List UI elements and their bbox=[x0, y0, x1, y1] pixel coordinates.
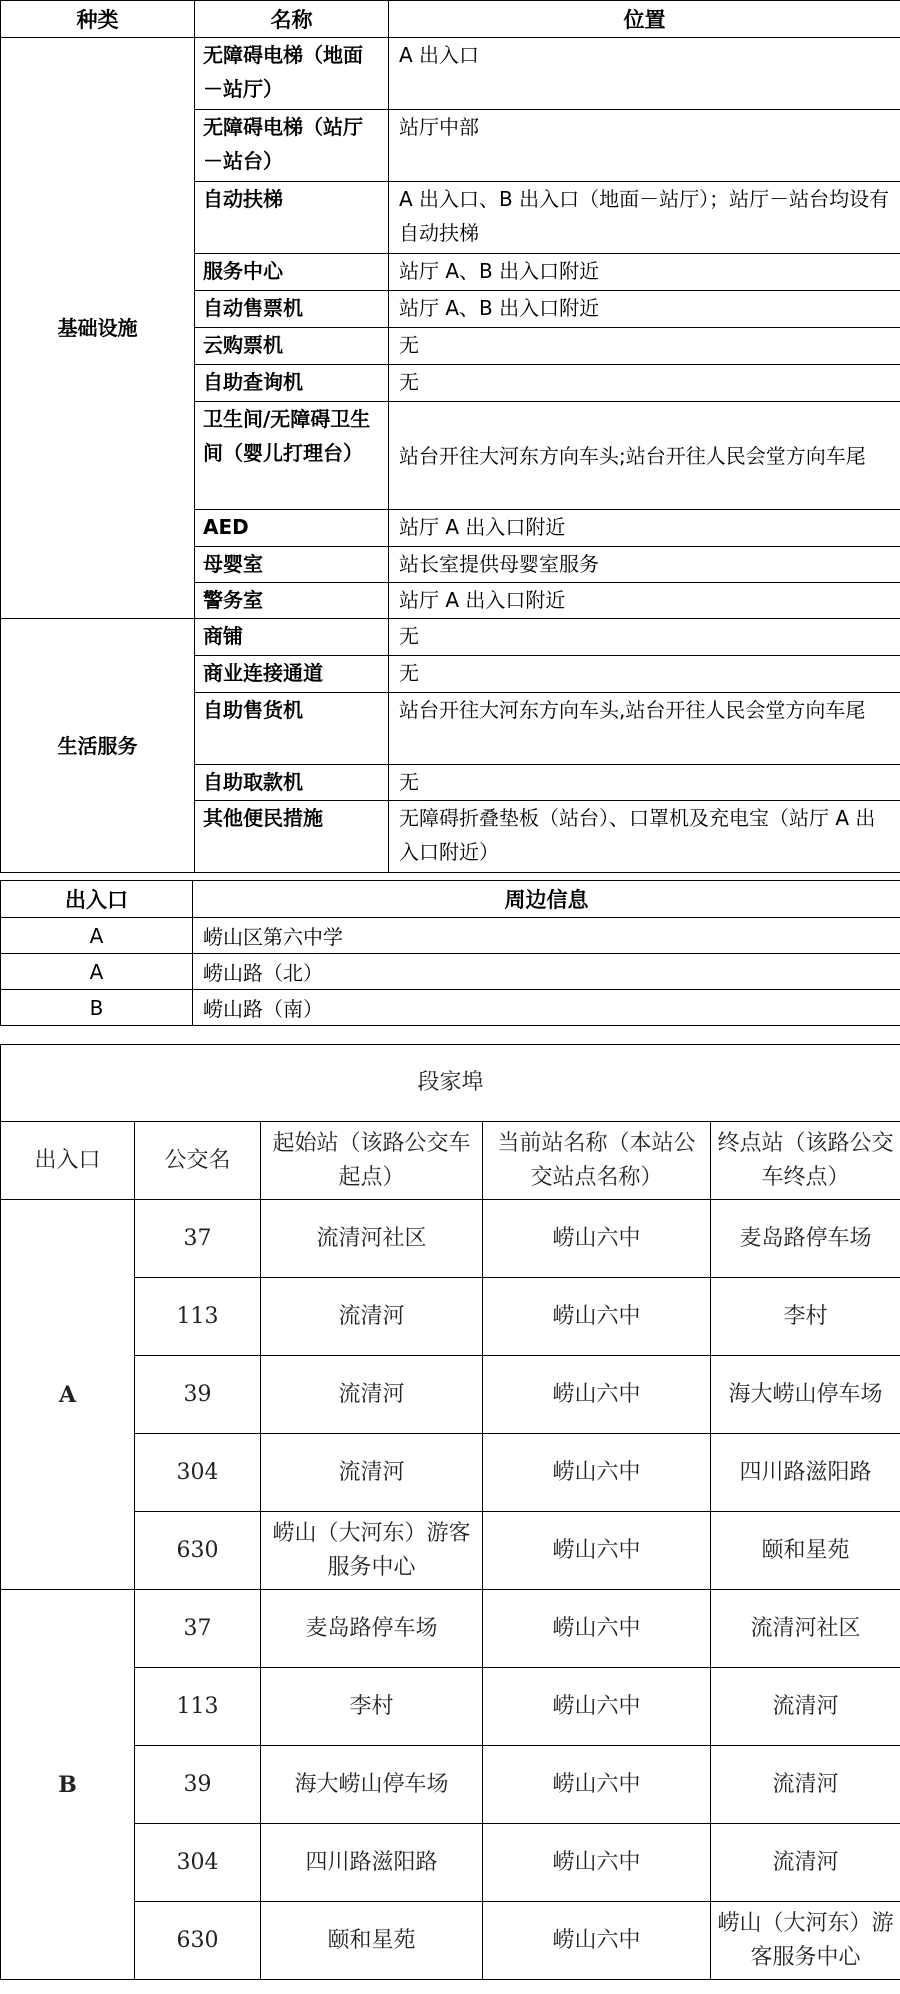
bus-end: 海大崂山停车场 bbox=[711, 1356, 900, 1434]
exit-label: A bbox=[1, 954, 193, 990]
bus-table bbox=[0, 1044, 900, 1980]
bus-current: 崂山六中 bbox=[483, 1200, 711, 1278]
bus-line: 39 bbox=[135, 1746, 261, 1824]
exit-info: 崂山区第六中学 bbox=[193, 918, 900, 954]
facility-name: 警务室 bbox=[195, 583, 389, 619]
bus-end: 麦岛路停车场 bbox=[711, 1200, 900, 1278]
table-row bbox=[1, 1434, 900, 1512]
facility-name: 自动扶梯 bbox=[195, 182, 389, 254]
bus-exit-a: A bbox=[1, 1200, 135, 1590]
bus-start: 麦岛路停车场 bbox=[261, 1590, 483, 1668]
facility-name: 商铺 bbox=[195, 619, 389, 656]
bus-start: 四川路滋阳路 bbox=[261, 1824, 483, 1902]
category-life-services: 生活服务 bbox=[1, 619, 195, 873]
facility-location: 站厅中部 bbox=[389, 110, 900, 182]
bus-current: 崂山六中 bbox=[483, 1278, 711, 1356]
bus-exit-b: B bbox=[1, 1590, 135, 1980]
table-row bbox=[1, 1902, 900, 1980]
bus-line: 304 bbox=[135, 1824, 261, 1902]
bus-current: 崂山六中 bbox=[483, 1590, 711, 1668]
facility-location: A 出入口、B 出入口（地面－站厅）；站厅－站台均设有自动扶梯 bbox=[389, 182, 900, 254]
bus-start: 颐和星苑 bbox=[261, 1902, 483, 1980]
bus-current: 崂山六中 bbox=[483, 1434, 711, 1512]
bus-line: 37 bbox=[135, 1590, 261, 1668]
bus-current: 崂山六中 bbox=[483, 1668, 711, 1746]
bus-start: 流清河 bbox=[261, 1278, 483, 1356]
table-row bbox=[1, 38, 900, 110]
facility-name: 商业连接通道 bbox=[195, 656, 389, 693]
header-end-stop: 终点站（该路公交车终点） bbox=[711, 1122, 900, 1200]
facility-location: 无障碍折叠垫板（站台）、口罩机及充电宝（站厅 A 出入口附近） bbox=[389, 801, 900, 873]
bus-end: 流清河社区 bbox=[711, 1590, 900, 1668]
bus-line: 37 bbox=[135, 1200, 261, 1278]
facility-location: 站厅 A 出入口附近 bbox=[389, 510, 900, 547]
facilities-table bbox=[0, 0, 900, 873]
bus-current: 崂山六中 bbox=[483, 1746, 711, 1824]
header-start-stop: 起始站（该路公交车起点） bbox=[261, 1122, 483, 1200]
bus-line: 630 bbox=[135, 1512, 261, 1590]
exit-label: A bbox=[1, 918, 193, 954]
bus-station-title: 段家埠 bbox=[1, 1045, 900, 1122]
category-basic-facilities: 基础设施 bbox=[1, 38, 195, 619]
exits-table bbox=[0, 880, 900, 1026]
bus-start: 李村 bbox=[261, 1668, 483, 1746]
bus-end: 流清河 bbox=[711, 1668, 900, 1746]
facility-location: 无 bbox=[389, 328, 900, 365]
table-row bbox=[1, 1200, 900, 1278]
table-row bbox=[1, 990, 900, 1026]
bus-start: 流清河社区 bbox=[261, 1200, 483, 1278]
table-row bbox=[1, 1590, 900, 1668]
table-row bbox=[1, 1356, 900, 1434]
header-location: 位置 bbox=[389, 1, 900, 38]
facility-name: 自动售票机 bbox=[195, 291, 389, 328]
facility-name: 母婴室 bbox=[195, 547, 389, 583]
facility-name: 自助售货机 bbox=[195, 693, 389, 765]
facility-location: 站厅 A、B 出入口附近 bbox=[389, 254, 900, 291]
header-exit: 出入口 bbox=[1, 881, 193, 918]
table-row bbox=[1, 918, 900, 954]
bus-start: 海大崂山停车场 bbox=[261, 1746, 483, 1824]
header-surroundings: 周边信息 bbox=[193, 881, 900, 918]
bus-end: 流清河 bbox=[711, 1746, 900, 1824]
table-row bbox=[1, 954, 900, 990]
exit-label: B bbox=[1, 990, 193, 1026]
facility-name: AED bbox=[195, 510, 389, 547]
bus-current: 崂山六中 bbox=[483, 1356, 711, 1434]
exit-info: 崂山路（北） bbox=[193, 954, 900, 990]
table-row bbox=[1, 1824, 900, 1902]
bus-end: 李村 bbox=[711, 1278, 900, 1356]
header-category: 种类 bbox=[1, 1, 195, 38]
facility-location: 站厅 A 出入口附近 bbox=[389, 583, 900, 619]
bus-end: 流清河 bbox=[711, 1824, 900, 1902]
bus-end: 四川路滋阳路 bbox=[711, 1434, 900, 1512]
facility-name: 其他便民措施 bbox=[195, 801, 389, 873]
facilities-header-row bbox=[1, 1, 900, 38]
bus-line: 630 bbox=[135, 1902, 261, 1980]
facility-location: 站长室提供母婴室服务 bbox=[389, 547, 900, 583]
bus-line: 304 bbox=[135, 1434, 261, 1512]
table-row bbox=[1, 1668, 900, 1746]
bus-end: 颐和星苑 bbox=[711, 1512, 900, 1590]
exits-header-row bbox=[1, 881, 900, 918]
bus-current: 崂山六中 bbox=[483, 1902, 711, 1980]
table-row bbox=[1, 619, 900, 656]
bus-title-row bbox=[1, 1045, 900, 1122]
bus-line: 113 bbox=[135, 1668, 261, 1746]
bus-start: 流清河 bbox=[261, 1356, 483, 1434]
facility-location: 站台开往大河东方向车头,站台开往人民会堂方向车尾 bbox=[389, 693, 900, 765]
facility-name: 自助查询机 bbox=[195, 365, 389, 402]
header-current-stop: 当前站名称（本站公交站点名称） bbox=[483, 1122, 711, 1200]
facility-location: 站台开往大河东方向车头;站台开往人民会堂方向车尾 bbox=[389, 402, 900, 510]
bus-line: 39 bbox=[135, 1356, 261, 1434]
bus-header-row bbox=[1, 1122, 900, 1200]
facility-location: A 出入口 bbox=[389, 38, 900, 110]
bus-start: 崂山（大河东）游客服务中心 bbox=[261, 1512, 483, 1590]
facility-name: 服务中心 bbox=[195, 254, 389, 291]
facility-location: 无 bbox=[389, 619, 900, 656]
table-row bbox=[1, 1278, 900, 1356]
bus-current: 崂山六中 bbox=[483, 1824, 711, 1902]
facility-location: 无 bbox=[389, 656, 900, 693]
facility-name: 无障碍电梯（地面－站厅） bbox=[195, 38, 389, 110]
facility-name: 卫生间/无障碍卫生间（婴儿打理台） bbox=[195, 402, 389, 510]
facility-location: 无 bbox=[389, 365, 900, 402]
facility-name: 自助取款机 bbox=[195, 765, 389, 801]
facility-location: 无 bbox=[389, 765, 900, 801]
bus-line: 113 bbox=[135, 1278, 261, 1356]
facility-name: 无障碍电梯（站厅－站台） bbox=[195, 110, 389, 182]
bus-current: 崂山六中 bbox=[483, 1512, 711, 1590]
header-exit: 出入口 bbox=[1, 1122, 135, 1200]
table-row bbox=[1, 1746, 900, 1824]
bus-end: 崂山（大河东）游客服务中心 bbox=[711, 1902, 900, 1980]
table-row bbox=[1, 1512, 900, 1590]
header-bus-line: 公交名 bbox=[135, 1122, 261, 1200]
facility-location: 站厅 A、B 出入口附近 bbox=[389, 291, 900, 328]
exit-info: 崂山路（南） bbox=[193, 990, 900, 1026]
facility-name: 云购票机 bbox=[195, 328, 389, 365]
bus-start: 流清河 bbox=[261, 1434, 483, 1512]
header-name: 名称 bbox=[195, 1, 389, 38]
